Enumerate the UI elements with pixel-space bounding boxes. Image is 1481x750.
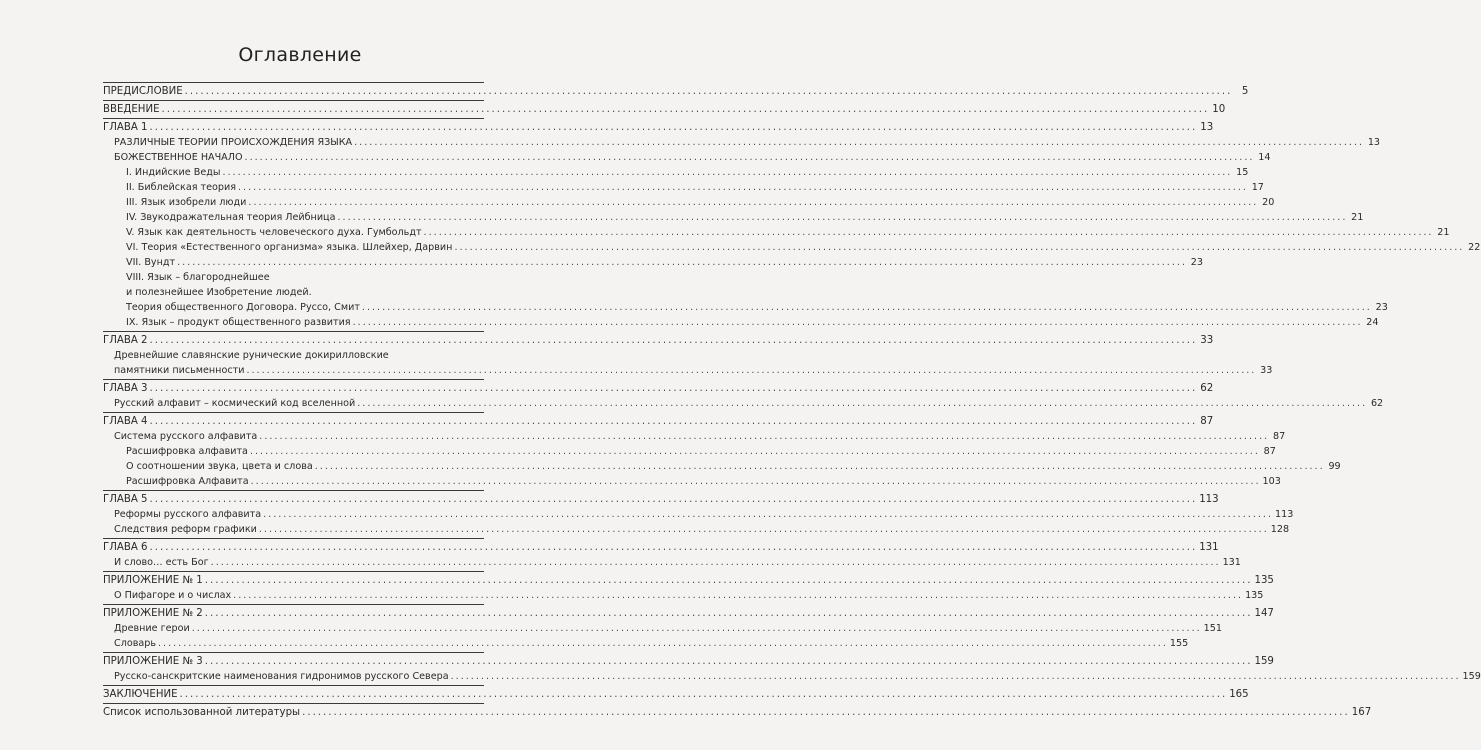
dot-leader: ........................................................................................................................................................................................................	[233, 590, 1244, 601]
toc-entry	[103, 429, 1286, 444]
toc-entry-title: Расшифровка алфавита	[126, 446, 248, 457]
dot-leader: ........................................................................................................................................................................................................	[210, 557, 1221, 568]
toc-entry-title: VI. Теория «Естественного организма» языка. Шлейхер, Дарвин	[126, 242, 453, 253]
toc-entry-title: VIII. Язык – благороднейшее	[126, 272, 270, 283]
toc-entry-title: ГЛАВА 1	[103, 122, 148, 133]
section-rule	[103, 685, 484, 686]
toc-entry	[103, 300, 1388, 315]
toc-entry-title: О соотношении звука, цвета и слова	[126, 461, 313, 472]
section-rule	[103, 100, 484, 101]
toc-entry	[103, 285, 484, 300]
toc-entry-page: 131	[1222, 557, 1241, 568]
section-rule	[103, 703, 484, 704]
toc-entry-page: 24	[1366, 317, 1379, 328]
toc-entry	[103, 555, 1241, 570]
toc-entry	[103, 135, 1381, 150]
dot-leader: ........................................................................................................................................................................................................	[161, 104, 1210, 115]
toc-entry-page: 135	[1254, 575, 1274, 586]
dot-leader: ........................................................................................................................................................................................................	[191, 623, 1202, 634]
dot-leader: ........................................................................................................................................................................................................	[149, 122, 1198, 133]
dot-leader: ........................................................................................................................................................................................................	[337, 212, 1348, 223]
toc-entry-page: 128	[1270, 524, 1290, 535]
dot-leader: ........................................................................................................................................................................................................	[149, 335, 1198, 346]
section-rule	[103, 490, 484, 491]
section-rule	[103, 412, 484, 413]
toc-entry	[103, 621, 1222, 636]
dot-leader: ........................................................................................................................................................................................................	[179, 689, 1228, 700]
toc-entry	[103, 474, 1281, 489]
toc-entry-title: ПРЕДИСЛОВИЕ	[103, 86, 183, 97]
toc-entry-page: 62	[1370, 398, 1384, 409]
toc-entry-page: 23	[1190, 257, 1203, 268]
page-title: Оглавление	[238, 44, 362, 66]
toc-entry-page: 103	[1262, 476, 1281, 487]
toc-entry-page: 14	[1258, 152, 1271, 163]
dot-leader: ........................................................................................................................................................................................................	[249, 446, 1260, 457]
toc-entry-title: Реформы русского алфавита	[114, 509, 262, 520]
toc-entry	[103, 588, 1264, 603]
dot-leader: ........................................................................................................................................................................................................	[157, 638, 1168, 649]
toc-entry	[103, 492, 1219, 507]
toc-entry-title: Словарь	[114, 638, 156, 649]
toc-entry	[103, 459, 1341, 474]
toc-entry-page: 155	[1169, 638, 1189, 649]
toc-entry-title: I. Индийские Веды	[126, 167, 221, 178]
toc-entry-title: Следствия реформ графики	[114, 524, 257, 535]
toc-entry	[103, 348, 484, 363]
dot-leader: ........................................................................................................................................................................................................	[244, 152, 1255, 163]
toc-entry-page: 147	[1254, 608, 1274, 619]
toc-entry	[103, 180, 1264, 195]
toc-entry	[103, 120, 1214, 135]
toc-entry-page: 99	[1328, 461, 1341, 472]
dot-leader: ........................................................................................................................................................................................................	[222, 167, 1233, 178]
toc-entry	[103, 687, 1249, 702]
dot-leader: ........................................................................................................................................................................................................	[238, 182, 1248, 193]
section-rule	[103, 331, 484, 332]
toc-entry	[103, 540, 1219, 555]
dot-leader: ........................................................................................................................................................................................................	[149, 383, 1198, 394]
toc-entry-title: Русско-санскритские наименования гидронимов русского Севера	[114, 671, 449, 682]
toc-entry	[103, 240, 1481, 255]
toc-entry	[103, 705, 1372, 720]
dot-leader: ........................................................................................................................................................................................................	[423, 227, 1434, 238]
toc-entry-page: 33	[1260, 365, 1273, 376]
dot-leader: ........................................................................................................................................................................................................	[450, 671, 1461, 682]
toc-entry-title: О Пифагоре и о числах	[114, 590, 232, 601]
toc-entry-page: 135	[1245, 590, 1264, 601]
toc-entry	[103, 150, 1271, 165]
dot-leader: ........................................................................................................................................................................................................	[357, 398, 1368, 409]
toc-entry	[103, 84, 1249, 99]
toc-entry-title: V. Язык как деятельность человеческого духа. Гумбольдт	[126, 227, 422, 238]
toc-entry-title: Расшифровка Алфавита	[126, 476, 249, 487]
toc-entry-page: 151	[1203, 623, 1222, 634]
toc-entry	[103, 636, 1189, 651]
toc-entry-title: Древние герои	[114, 623, 190, 634]
toc-entry-title: III. Язык изобрели люди	[126, 197, 247, 208]
toc-entry-page: 13	[1367, 137, 1381, 148]
toc-entry	[103, 573, 1274, 588]
section-rule	[103, 538, 484, 539]
toc-entry-title: И слово… есть Бог	[114, 557, 209, 568]
dot-leader: ........................................................................................................................................................................................................	[204, 575, 1253, 586]
toc-entry-title: Список использованной литературы	[103, 707, 301, 718]
toc-entry-title: ЗАКЛЮЧЕНИЕ	[103, 689, 178, 700]
toc-entry-page: 165	[1229, 689, 1249, 700]
dot-leader: ........................................................................................................................................................................................................	[259, 431, 1270, 442]
section-rule	[103, 571, 484, 572]
toc-entry-title: Древнейшие славянские рунические докирилловские	[114, 350, 389, 361]
section-rule	[103, 604, 484, 605]
toc-entry-page: 131	[1199, 542, 1219, 553]
section-rule	[103, 118, 484, 119]
dot-leader: ........................................................................................................................................................................................................	[354, 137, 1365, 148]
dot-leader: ........................................................................................................................................................................................................	[258, 524, 1269, 535]
toc-entry-title: ПРИЛОЖЕНИЕ № 2	[103, 608, 203, 619]
dot-leader: ........................................................................................................................................................................................................	[149, 542, 1198, 553]
toc-entry	[103, 102, 1226, 117]
toc-entry-page: 5	[1241, 86, 1249, 97]
toc-entry	[103, 669, 1481, 684]
toc-entry	[103, 507, 1294, 522]
toc-entry-page: 20	[1262, 197, 1275, 208]
toc-entry	[103, 315, 1379, 330]
toc-entry-page: 22	[1468, 242, 1481, 253]
dot-leader: ........................................................................................................................................................................................................	[149, 494, 1198, 505]
toc-entry-title: ГЛАВА 4	[103, 416, 148, 427]
toc-entry	[103, 255, 1203, 270]
dot-leader: ........................................................................................................................................................................................................	[352, 317, 1363, 328]
toc-entry-title: IV. Звукодражательная теория Лейбница	[126, 212, 336, 223]
toc-entry-page: 167	[1351, 707, 1372, 718]
dot-leader: ........................................................................................................................................................................................................	[302, 707, 1350, 718]
toc-entry-page: 23	[1375, 302, 1388, 313]
toc-entry-title: ПРИЛОЖЕНИЕ № 3	[103, 656, 203, 667]
toc-entry-page: 21	[1351, 212, 1364, 223]
section-rule	[103, 652, 484, 653]
toc-entry-title: VII. Вундт	[126, 257, 176, 268]
toc-entry-title: ГЛАВА 2	[103, 335, 148, 346]
dot-leader: ........................................................................................................................................................................................................	[204, 656, 1253, 667]
toc-entry	[103, 165, 1249, 180]
toc-entry	[103, 381, 1214, 396]
toc-entry	[103, 210, 1364, 225]
toc-entry	[103, 522, 1290, 537]
dot-leader: ........................................................................................................................................................................................................	[361, 302, 1372, 313]
dot-leader: ........................................................................................................................................................................................................	[184, 86, 1233, 97]
toc-entry	[103, 333, 1214, 348]
toc-entry-page: 15	[1236, 167, 1249, 178]
toc-entry-page: 62	[1200, 383, 1214, 394]
dot-leader: ........................................................................................................................................................................................................	[263, 509, 1274, 520]
dot-leader: ........................................................................................................................................................................................................	[246, 365, 1257, 376]
toc-entry-page: 10	[1212, 104, 1226, 115]
toc-entry-page: 33	[1200, 335, 1214, 346]
toc-entry-title: ГЛАВА 6	[103, 542, 148, 553]
toc-entry-page: 21	[1437, 227, 1450, 238]
toc-entry-page: 17	[1251, 182, 1264, 193]
toc-entry-page: 87	[1263, 446, 1276, 457]
toc-entry-title: Русский алфавит – космический код вселенной	[114, 398, 356, 409]
toc-entry-title: и полезнейшее Изобретение людей.	[126, 287, 312, 298]
toc-entry-page: 159	[1462, 671, 1481, 682]
toc-entry	[103, 195, 1275, 210]
toc-entry-title: Система русского алфавита	[114, 431, 258, 442]
toc-entry-title: ВВЕДЕНИЕ	[103, 104, 160, 115]
toc-entry	[103, 654, 1274, 669]
toc-entry-title: IX. Язык – продукт общественного развития	[126, 317, 351, 328]
toc-entry-title: ГЛАВА 5	[103, 494, 148, 505]
dot-leader: ........................................................................................................................................................................................................	[149, 416, 1198, 427]
toc-entry-title: Теория общественного Договора. Руссо, Смит	[126, 302, 360, 313]
toc-entry-title: ГЛАВА 3	[103, 383, 148, 394]
toc-entry	[103, 444, 1276, 459]
toc-entry-page: 113	[1199, 494, 1219, 505]
dot-leader: ........................................................................................................................................................................................................	[248, 197, 1259, 208]
section-rule	[103, 82, 484, 83]
dot-leader: ........................................................................................................................................................................................................	[314, 461, 1325, 472]
toc-entry-page: 87	[1200, 416, 1214, 427]
toc-entry	[103, 414, 1214, 429]
toc-entry-page: 13	[1200, 122, 1214, 133]
toc-entry-title: БОЖЕСТВЕННОЕ НАЧАЛО	[114, 152, 243, 163]
toc-entry-page: 87	[1272, 431, 1286, 442]
toc-entry	[103, 363, 1273, 378]
toc-entry-page: 159	[1254, 656, 1274, 667]
toc-entry	[103, 606, 1274, 621]
toc-entry	[103, 225, 1450, 240]
dot-leader: ........................................................................................................................................................................................................	[177, 257, 1187, 268]
toc-entry-title: памятники письменности	[114, 365, 245, 376]
dot-leader: ........................................................................................................................................................................................................	[454, 242, 1465, 253]
toc-entry-title: РАЗЛИЧНЫЕ ТЕОРИИ ПРОИСХОЖДЕНИЯ ЯЗЫКА	[114, 137, 353, 148]
toc-entry-page: 113	[1275, 509, 1294, 520]
dot-leader: ........................................................................................................................................................................................................	[204, 608, 1253, 619]
toc-entry-title: II. Библейская теория	[126, 182, 236, 193]
section-rule	[103, 379, 484, 380]
toc-entry	[103, 270, 484, 285]
toc-entry-title: ПРИЛОЖЕНИЕ № 1	[103, 575, 203, 586]
dot-leader: ........................................................................................................................................................................................................	[250, 476, 1261, 487]
toc-entry	[103, 396, 1384, 411]
